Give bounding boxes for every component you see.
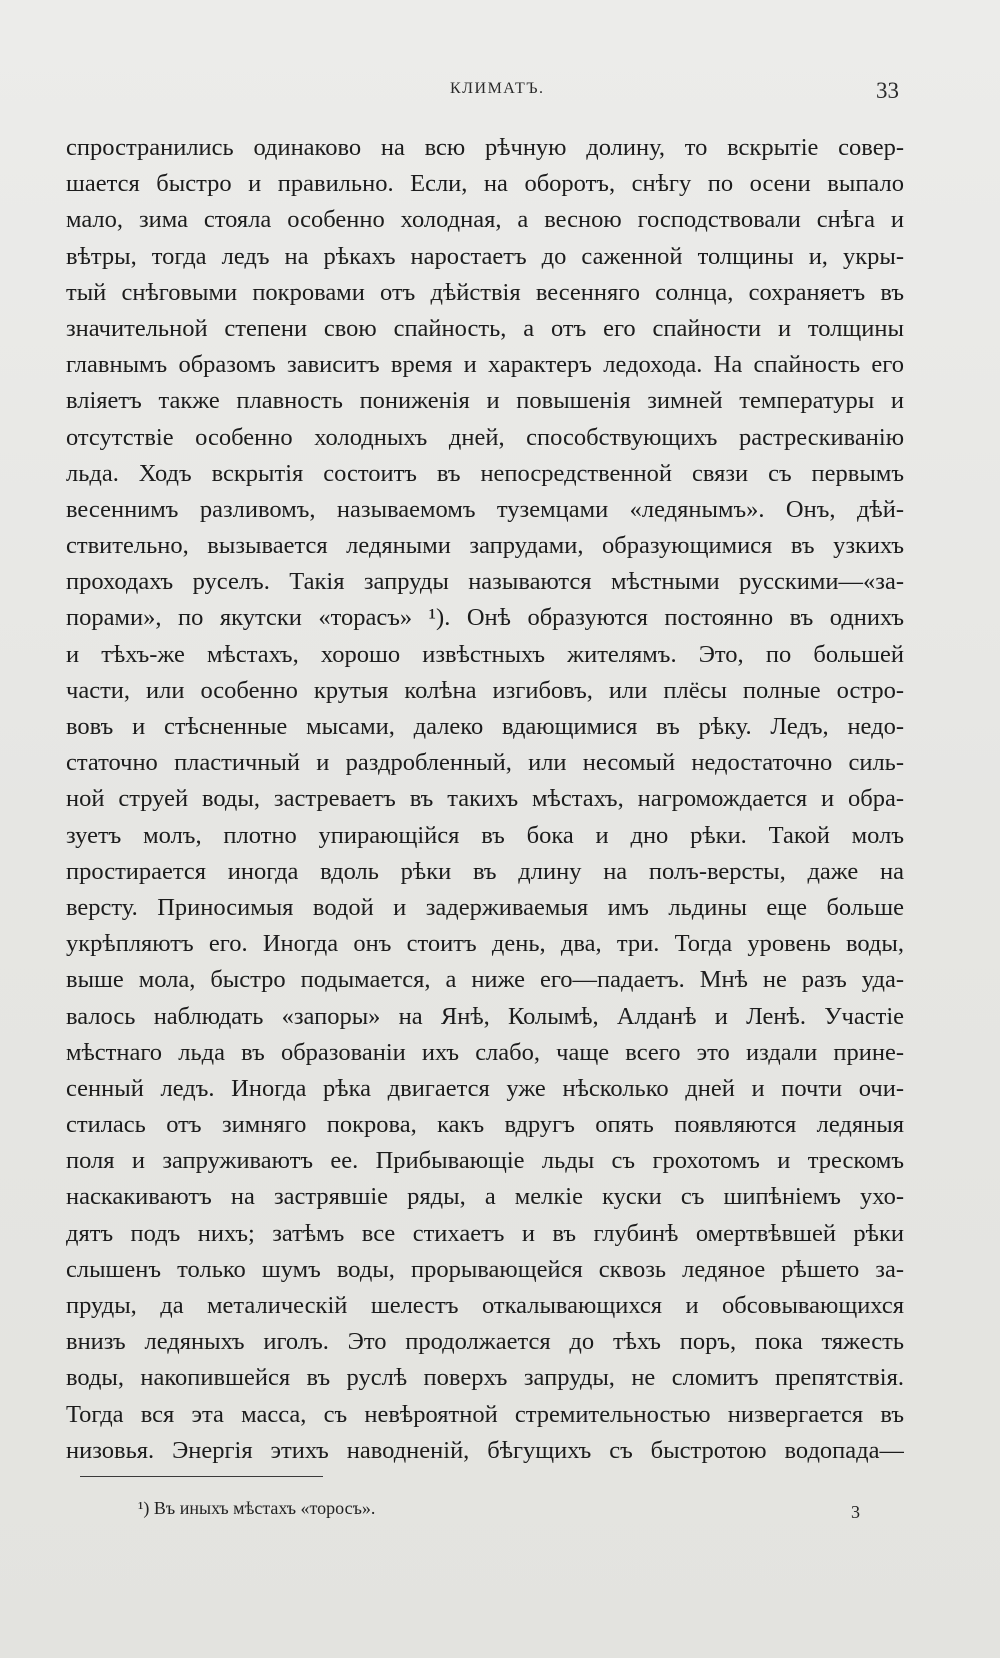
text-line: низовья. Энергія этихъ наводненій, бѣгущихъ съ быстротою водопада— [66, 1436, 904, 1464]
text-line: порами», по якутски «торасъ» ¹). Онѣ образуются постоянно въ однихъ [66, 604, 904, 632]
text-line: пруды, да металическій шелестъ откалывающихся и обсовывающихся [66, 1292, 904, 1319]
text-line: значительной степени свою спайность, а отъ его спайности и толщины [66, 314, 904, 342]
running-head [0, 78, 1000, 108]
text-line: мѣстнаго льда въ образованіи ихъ слабо, чаще всего это издали прине- [66, 1038, 904, 1066]
text-line: главнымъ образомъ зависитъ время и характеръ ледохода. На спайность его [66, 351, 904, 379]
text-line: сенный ледъ. Иногда рѣка двигается уже нѣсколько дней и почти очи- [66, 1074, 904, 1102]
text-line: отсутствіе особенно холодныхъ дней, способствующихъ растрескиванію [66, 423, 904, 451]
text-line: статочно пластичный и раздробленный, или несомый недостаточно силь- [66, 749, 904, 777]
text-line: поля и запруживаютъ ее. Прибывающіе льды съ грохотомъ и трескомъ [66, 1147, 904, 1175]
text-line: валось наблюдать «запоры» на Янѣ, Колымѣ, Алданѣ и Ленѣ. Участіе [66, 1002, 904, 1030]
text-line: и тѣхъ-же мѣстахъ, хорошо извѣстныхъ жителямъ. Это, по большей [66, 640, 904, 668]
text-line: вліяетъ также плавность пониженія и повышенія зимней температуры и [66, 387, 904, 415]
text-line: мало, зима стояла особенно холодная, а весною господствовали снѣга и [66, 206, 904, 234]
text-line: вовъ и стѣсненные мысами, далеко вдающимися въ рѣку. Ледъ, недо- [66, 713, 904, 740]
text-line: слышенъ только шумъ воды, прорывающейся сквозь ледяное рѣшето за- [66, 1255, 904, 1283]
footnote-rule [80, 1476, 323, 1477]
text-line: зуетъ молъ, плотно упирающійся въ бока и дно рѣки. Такой молъ [66, 821, 904, 849]
text-line: вѣтры, тогда ледъ на рѣкахъ наростаетъ до саженной толщины и, укры- [66, 242, 904, 270]
signature-mark: 3 [851, 1502, 860, 1522]
text-line: ствительно, вызывается ледяными запрудами, образующимися въ узкихъ [66, 532, 904, 560]
text-line: стилась отъ зимняго покрова, какъ вдругъ опять появляются ледяныя [66, 1111, 904, 1139]
text-line: Тогда вся эта масса, съ невѣроятной стремительностью низвергается въ [66, 1400, 904, 1428]
text-line: проходахъ руселъ. Такія запруды называются мѣстными русскими—«за- [66, 568, 904, 596]
text-line: простирается иногда вдоль рѣки въ длину на полъ-версты, даже на [66, 857, 904, 885]
text-line: тый снѣговыми покровами отъ дѣйствія весенняго солнца, сохраняетъ въ [66, 278, 904, 306]
text-line: версту. Приносимыя водой и задерживаемыя имъ льдины еще больше [66, 893, 904, 921]
text-line: части, или особенно крутыя колѣна изгибовъ, или плёсы полные остро- [66, 676, 904, 704]
text-line: льда. Ходъ вскрытія состоитъ въ непосредственной связи съ первымъ [66, 459, 904, 487]
text-line: внизъ ледяныхъ иголъ. Это продолжается до тѣхъ поръ, пока тяжесть [66, 1328, 904, 1356]
text-line: укрѣпляютъ его. Иногда онъ стоитъ день, два, три. Тогда уровень воды, [66, 930, 904, 958]
body-text [66, 130, 904, 1469]
text-line: выше мола, быстро подымается, а ниже его—падаетъ. Мнѣ не разъ уда- [66, 966, 904, 994]
text-line: ной струей воды, застреваетъ въ такихъ мѣстахъ, нагромождается и обра- [66, 785, 904, 813]
text-line: шается быстро и правильно. Если, на оборотъ, снѣгу по осени выпало [66, 170, 904, 198]
text-line: наскакиваютъ на застрявшіе ряды, а мелкіе куски съ шипѣніемъ ухо- [66, 1183, 904, 1211]
running-title: КЛИМАТЪ. [450, 80, 545, 97]
footnote [138, 1498, 375, 1519]
text-line: спространились одинаково на всю рѣчную долину, то вскрытіе совер- [66, 134, 904, 161]
footnote-text: Въ иныхъ мѣстахъ «торосъ». [153, 1498, 376, 1518]
text-line: дятъ подъ нихъ; затѣмъ все стихаетъ и въ глубинѣ омертвѣвшей рѣки [66, 1219, 904, 1247]
page-number: 33 [876, 78, 899, 103]
text-line: весеннимъ разливомъ, называемомъ туземцами «ледянымъ». Онъ, дѣй- [66, 495, 904, 523]
text-line: воды, накопившейся въ руслѣ поверхъ запруды, не сломитъ препятствія. [66, 1364, 904, 1392]
footnote-marker: ¹) [138, 1498, 150, 1518]
